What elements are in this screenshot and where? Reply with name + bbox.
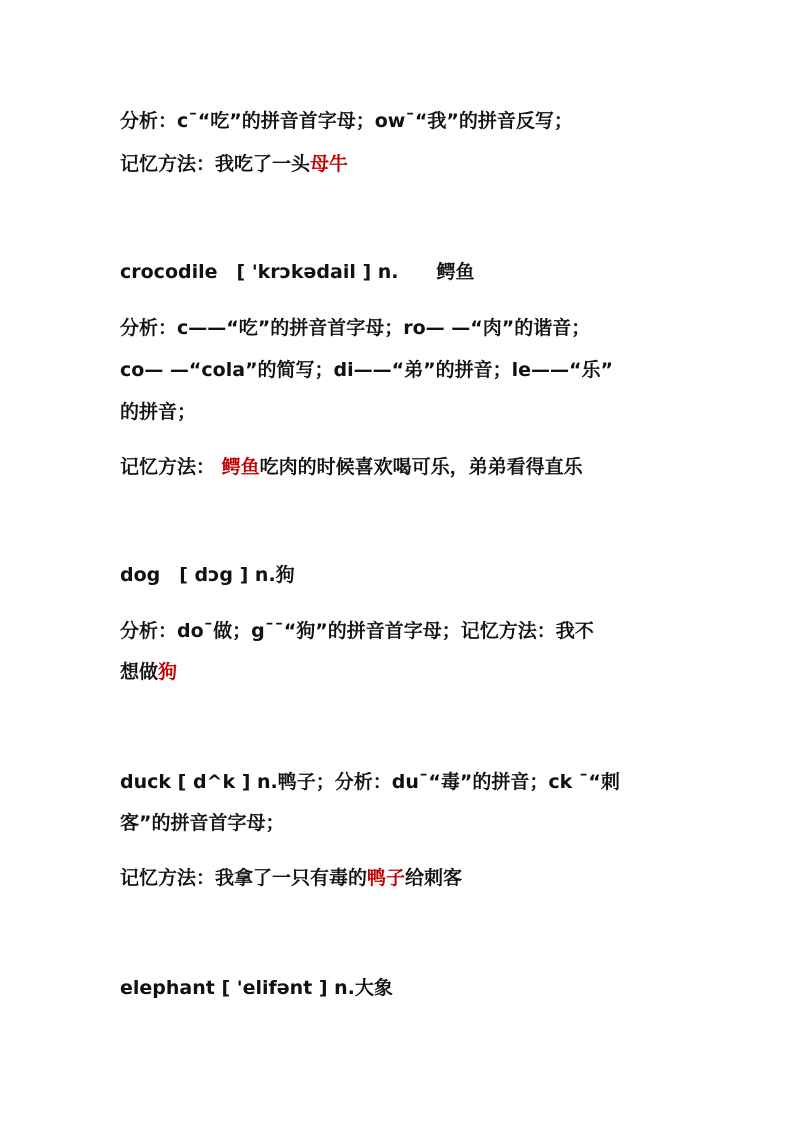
duck-memory-highlight: 鸭子 [367,867,406,889]
duck-line1: duck [ d^k ] n.鸭子；分析：du¯“毒”的拼音；ck ¯“刺 [120,771,620,793]
crocodile-analysis-line1: 分析：c——“吃”的拼音首字母；ro— —“肉”的谐音； [120,317,591,339]
cow-memory-highlight: 母牛 [310,153,349,175]
crocodile-memory-highlight: 鳄鱼 [221,456,260,478]
elephant-headword: elephant [ 'elifənt ] n.大象 [120,977,393,999]
crocodile-headword: crocodile [ 'krɔkədail ] n. 鳄鱼 [120,261,475,283]
duck-memory-suffix: 给刺客 [405,867,463,889]
crocodile-memory-suffix: 吃肉的时候喜欢喝可乐，弟弟看得直乐 [259,456,583,478]
dog-analysis-line1: 分析：do¯做；g¯¯“狗”的拼音首字母；记忆方法：我不 [120,620,594,642]
duck-memory-prefix: 记忆方法：我拿了一只有毒的 [120,867,368,889]
crocodile-analysis-line3: 的拼音； [120,401,197,423]
crocodile-analysis-line2: co— —“cola”的简写；di——“弟”的拼音；le——“乐” [120,359,614,381]
crocodile-memory [120,452,583,479]
crocodile-memory-prefix: 记忆方法： [120,456,216,478]
duck-line2: 客”的拼音首字母； [120,812,285,834]
cow-memory [120,149,348,176]
cow-memory-prefix: 记忆方法：我吃了一头 [120,153,311,175]
cow-analysis: 分析：c¯“吃”的拼音首字母；ow¯“我”的拼音反写； [120,110,573,132]
dog-memory [120,657,177,684]
dog-memory-highlight: 狗 [158,661,178,683]
dog-memory-prefix: 想做 [120,661,159,683]
dog-headword: dog [ dɔg ] n.狗 [120,564,295,586]
duck-memory [120,863,462,890]
